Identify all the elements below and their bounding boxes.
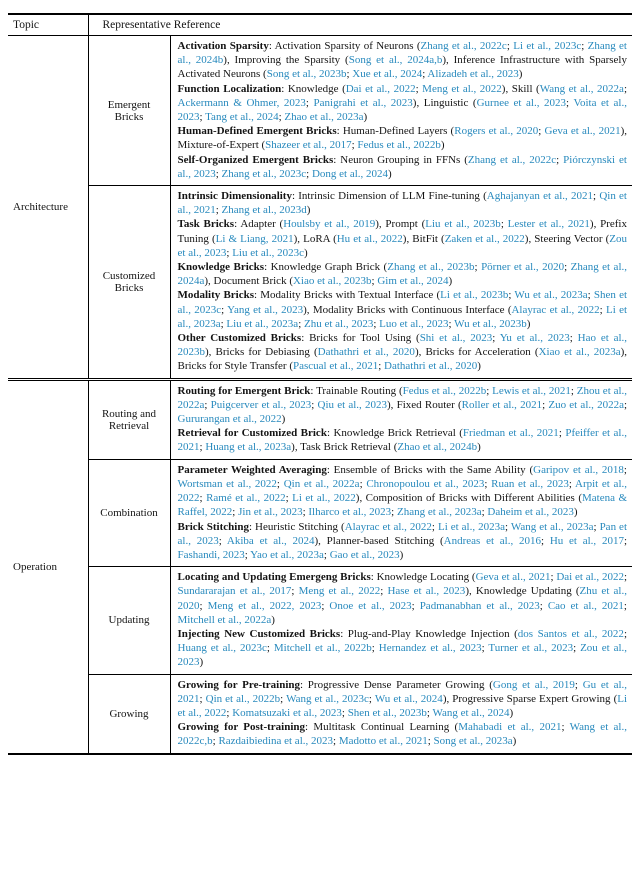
citation-link[interactable]: Akiba et al., 2024	[226, 534, 315, 547]
topic-column-header: Topic	[8, 14, 88, 36]
brick-category-label: Intrinsic Dimensionality	[177, 190, 292, 203]
citation-link[interactable]: Ramé et al., 2022	[206, 492, 286, 505]
citation-link[interactable]: Luo et al., 2023	[379, 317, 449, 330]
citation-link[interactable]: Zhu et al., 2020	[177, 585, 627, 612]
citation-link[interactable]: Dai et al., 2022	[345, 82, 416, 95]
citation-link[interactable]: Alayrac et al., 2022	[344, 520, 432, 533]
citation-link[interactable]: Song et al., 2023a	[433, 735, 513, 748]
citation-link[interactable]: Zhang et al., 2023b	[387, 261, 475, 274]
table-row	[8, 459, 632, 566]
citation-link[interactable]: Meng et al., 2022	[298, 585, 381, 598]
citation-link[interactable]: Zhang et al., 2022c	[420, 40, 507, 52]
citation-link[interactable]: Meng et al., 2022, 2023	[207, 599, 322, 612]
citation-link[interactable]: Geva et al., 2021	[475, 571, 551, 584]
citation-link[interactable]: Ruan et al., 2023	[491, 477, 569, 490]
citation-link[interactable]: Mitchell et al., 2022a	[177, 613, 272, 626]
citation-link[interactable]: Matena & Raffel, 2022	[177, 492, 628, 519]
reference-item: Parameter Weighted Averaging: Ensemble of Bricks with the Same Ability (Garipov et al., 2018; Wortsman et al., 2022; Qin et al., 2022a; Chronopoulou et al., 2023; Ruan et al., 2023; Arpit et al., 2022; Ramé et al., 2022; Li et al., 2022), Composition of Bricks with Different Abilities (Matena & Raffel, 2022; Jin et al., 2023; Ilharco et al., 2023; Zhang et al., 2023a; Daheim et al., 2023)	[177, 463, 628, 519]
citation-link[interactable]: Zhang et al., 2022c	[467, 153, 557, 166]
brick-category-label: Injecting New Customized Bricks	[177, 627, 341, 640]
citation-link[interactable]: Huang et al., 2023a	[205, 441, 292, 454]
brick-category-label: Activation Sparsity	[177, 40, 269, 52]
citation-link[interactable]: Houlsby et al., 2019	[283, 218, 376, 231]
brick-category-label: Knowledge Bricks	[177, 261, 265, 274]
citation-link[interactable]: Dathathri et al., 2020	[384, 360, 478, 373]
citation-link[interactable]: Piórczynski et al., 2023	[177, 153, 627, 180]
citation-link[interactable]: Wu et al., 2023a	[514, 289, 588, 302]
citation-link[interactable]: Lester et al., 2021	[507, 218, 590, 231]
topic-cell: Operation	[8, 379, 88, 753]
citation-link[interactable]: Gururangan et al., 2022	[177, 413, 282, 426]
citation-link[interactable]: Panigrahi et al., 2023	[313, 96, 413, 109]
citation-link[interactable]: Li & Liang, 2021	[215, 232, 294, 245]
citation-link[interactable]: Hase et al., 2023	[387, 585, 466, 598]
reference-cell	[170, 674, 632, 754]
citation-link[interactable]: Ackermann & Ohmer, 2023	[177, 96, 306, 109]
citation-link[interactable]: Qin et al., 2021	[177, 190, 627, 217]
citation-link[interactable]: Wang et al., 2024	[432, 706, 510, 719]
citation-link[interactable]: Fedus et al., 2022b	[357, 139, 441, 152]
citation-link[interactable]: Li et al., 2022	[177, 692, 628, 719]
reference-item: Routing for Emergent Brick: Trainable Routing (Fedus et al., 2022b; Lewis et al., 2021; Zhou et al., 2022a; Puigcerver et al., 2023; Qiu et al., 2023), Fixed Router (Roller et al., 2021; Zuo et al., 2022a; Gururangan et al., 2022)	[177, 384, 628, 426]
citation-link[interactable]: Song et al., 2024a,b	[348, 54, 443, 67]
reference-item: Human-Defined Emergent Bricks: Human-Defined Layers (Rogers et al., 2020; Geva et al., 2021), Mixture-of-Expert (Shazeer et al., 2017; Fedus et al., 2022b)	[177, 125, 628, 152]
citation-link[interactable]: Mitchell et al., 2022b	[273, 642, 372, 655]
subtopic-cell: Routing and Retrieval	[88, 379, 170, 459]
reference-item: Intrinsic Dimensionality: Intrinsic Dimension of LLM Fine-tuning (Aghajanyan et al., 2021; Qin et al., 2021; Zhang et al., 2023d)	[177, 190, 627, 217]
citation-link[interactable]: Liu et al., 2023b	[425, 218, 501, 231]
citation-link[interactable]: Zhang et al., 2024b	[177, 40, 627, 67]
citation-link[interactable]: Sundararajan et al., 2017	[177, 585, 292, 598]
citation-link[interactable]: Aghajanyan et al., 2021	[486, 190, 594, 203]
citation-link[interactable]: Arpit et al., 2022	[177, 477, 627, 505]
citation-link[interactable]: Hernandez et al., 2023	[378, 642, 482, 655]
citation-link[interactable]: Wu et al., 2023b	[454, 317, 527, 330]
topic-cell: Architecture	[8, 36, 88, 380]
citation-link[interactable]: Liu et al., 2023c	[232, 246, 304, 259]
citation-link[interactable]: Li et al., 2023c	[513, 40, 582, 52]
reference-cell	[170, 186, 632, 380]
citation-link[interactable]: Geva et al., 2021	[544, 125, 621, 138]
citation-link[interactable]: Puigcerver et al., 2023	[210, 398, 312, 411]
citation-link[interactable]: Wang et al., 2022c,b	[177, 721, 627, 748]
reference-item: Growing for Pre-training: Progressive Dense Parameter Growing (Gong et al., 2019; Gu et al., 2021; Qin et al., 2022b; Wang et al., 2023c; Wu et al., 2024), Progressive Sparse Expert Growing (Li et al., 2022; Komatsuzaki et al., 2023; Shen et al., 2023b; Wang et al., 2024)	[177, 678, 628, 719]
citation-link[interactable]: Li et al., 2022	[292, 492, 356, 505]
citation-link[interactable]: Meng et al., 2022	[422, 82, 502, 95]
citation-link[interactable]: Yu et al., 2023	[499, 332, 570, 345]
citation-link[interactable]: Zou et al., 2023	[177, 232, 627, 259]
reference-item: Function Localization: Knowledge (Dai et al., 2022; Meng et al., 2022), Skill (Wang et al., 2022a; Ackermann & Ohmer, 2023; Panigrahi et al., 2023), Linguistic (Gurnee et al., 2023; Voita et al., 2023; Tang et al., 2024; Zhao et al., 2023a)	[177, 82, 627, 124]
reference-cell	[170, 459, 632, 566]
citation-link[interactable]: Dai et al., 2022	[556, 571, 624, 584]
citation-link[interactable]: Qiu et al., 2023	[317, 398, 387, 411]
citation-link[interactable]: Lewis et al., 2021	[492, 384, 571, 397]
reference-item: Self-Organized Emergent Bricks: Neuron Grouping in FFNs (Zhang et al., 2022c; Piórczynski et al., 2023; Zhang et al., 2023c; Dong et al., 2024)	[177, 153, 627, 180]
brick-category-label: Locating and Updating Emergeng Bricks	[177, 571, 371, 584]
citation-link[interactable]: Zhang et al., 2023c	[221, 167, 307, 180]
reference-item: Injecting New Customized Bricks: Plug-and-Play Knowledge Injection (dos Santos et al., 2022; Huang et al., 2023c; Mitchell et al., 2022b; Hernandez et al., 2023; Turner et al., 2023; Zou et al., 2023)	[177, 627, 628, 669]
citation-link[interactable]: Komatsuzaki et al., 2023	[232, 706, 342, 719]
citation-link[interactable]: Turner et al., 2023	[488, 642, 574, 655]
brick-category-label: Modality Bricks	[177, 289, 255, 302]
citation-link[interactable]: Alayrac et al., 2022	[511, 303, 600, 316]
brick-category-label: Other Customized Bricks	[177, 332, 302, 345]
citation-link[interactable]: Zou et al., 2023	[177, 642, 628, 669]
brick-category-label: Self-Organized Emergent Bricks	[177, 153, 334, 166]
subtopic-cell: Customized Bricks	[88, 186, 170, 380]
table-header	[8, 14, 632, 36]
reference-item: Activation Sparsity: Activation Sparsity of Neurons (Zhang et al., 2022c; Li et al., 2023c; Zhang et al., 2024b), Improving the Sparsity (Song et al., 2024a,b), Inference Infrastructure with Sparsely Activated Neurons (Song et al., 2023b; Xue et al., 2024; Alizadeh et al., 2023)	[177, 40, 627, 81]
brick-category-label: Task Bricks	[177, 218, 235, 231]
subtopic-cell: Updating	[88, 567, 170, 674]
citation-link[interactable]: Wang et al., 2022a	[539, 82, 624, 95]
reference-item: Modality Bricks: Modality Bricks with Textual Interface (Li et al., 2023b; Wu et al., 2023a; Shen et al., 2023c; Yang et al., 2023), Modality Bricks with Continuous Interface (Alayrac et al., 2022; Li et al., 2023a; Liu et al., 2023a; Zhu et al., 2023; Luo et al., 2023; Wu et al., 2023b)	[177, 289, 628, 330]
citation-link[interactable]: Zhang et al., 2023d	[221, 204, 307, 217]
citation-link[interactable]: Pörner et al., 2020	[481, 261, 565, 274]
citation-link[interactable]: Fedus et al., 2022b	[402, 384, 487, 397]
brick-category-label: Growing for Pre-training	[177, 678, 301, 691]
citation-link[interactable]: Mahabadi et al., 2021	[458, 721, 562, 734]
citation-link[interactable]: Liu et al., 2023a	[226, 317, 299, 330]
brick-category-label: Function Localization	[177, 82, 282, 95]
citation-link[interactable]: Zuo et al., 2022a	[548, 398, 624, 411]
citation-link[interactable]: Hu et al., 2017	[549, 534, 624, 547]
citation-link[interactable]: Dathathri et al., 2020	[317, 346, 415, 359]
brick-category-label: Brick Stitching	[177, 520, 249, 533]
representative-reference-table	[8, 13, 632, 755]
reference-cell	[170, 567, 632, 674]
citation-link[interactable]: Wang et al., 2023c	[286, 692, 369, 705]
citation-link[interactable]: Shen et al., 2023c	[177, 289, 628, 316]
citation-link[interactable]: Razdaibiedina et al., 2023	[218, 735, 333, 748]
citation-link[interactable]: Shi et al., 2023	[419, 332, 493, 345]
citation-link[interactable]: Daheim et al., 2023	[487, 506, 574, 519]
citation-link[interactable]: Roller et al., 2021	[461, 398, 543, 411]
brick-category-label: Retrieval for Customized Brick	[177, 427, 327, 440]
citation-link[interactable]: Gurnee et al., 2023	[476, 96, 567, 109]
citation-link[interactable]: Song et al., 2023b	[266, 68, 347, 81]
citation-link[interactable]: Wu et al., 2024	[374, 692, 443, 705]
table-row	[8, 36, 632, 186]
subtopic-cell: Combination	[88, 459, 170, 566]
citation-link[interactable]: Garipov et al., 2018	[533, 463, 624, 476]
citation-link[interactable]: Friedman et al., 2021	[462, 427, 559, 440]
citation-link[interactable]: Gu et al., 2021	[177, 678, 628, 705]
citation-link[interactable]: Yao et al., 2023a	[250, 548, 324, 561]
citation-link[interactable]: Dong et al., 2024	[311, 167, 389, 180]
citation-link[interactable]: Zaken et al., 2022	[444, 232, 525, 245]
citation-link[interactable]: Qin et al., 2022b	[205, 692, 281, 705]
citation-link[interactable]: Gim et al., 2024	[377, 275, 449, 288]
citation-link[interactable]: Andreas et al., 2016	[443, 534, 541, 547]
citation-link[interactable]: Wang et al., 2023a	[510, 520, 594, 533]
citation-link[interactable]: Li et al., 2023a	[177, 303, 628, 330]
citation-link[interactable]: Li et al., 2023a	[437, 520, 505, 533]
citation-link[interactable]: Pfeiffer et al., 2021	[177, 427, 627, 454]
citation-link[interactable]: Xiao et al., 2023b	[292, 275, 372, 288]
citation-link[interactable]: Wortsman et al., 2022	[177, 477, 277, 490]
table-row	[8, 567, 632, 674]
citation-link[interactable]: Xue et al., 2024	[352, 68, 423, 81]
citation-link[interactable]: Alizadeh et al., 2023	[427, 68, 519, 81]
citation-link[interactable]: Voita et al., 2023	[177, 96, 627, 124]
citation-link[interactable]: Zhao et al., 2024b	[397, 441, 478, 454]
subtopic-cell: Emergent Bricks	[88, 36, 170, 186]
citation-link[interactable]: Qin et al., 2022a	[283, 477, 360, 490]
citation-link[interactable]: Zhu et al., 2023	[304, 317, 374, 330]
citation-link[interactable]: Zhao et al., 2023a	[284, 111, 364, 124]
reference-item: Other Customized Bricks: Bricks for Tool Using (Shi et al., 2023; Yu et al., 2023; Hao et al., 2023b), Bricks for Debiasing (Dathathri et al., 2020), Bricks for Acceleration (Xiao et al., 2023a), Bricks for Style Transfer (Pascual et al., 2021; Dathathri et al., 2020)	[177, 332, 628, 373]
citation-link[interactable]: Zhang et al., 2024a	[177, 261, 627, 288]
citation-link[interactable]: Huang et al., 2023c	[177, 642, 267, 655]
citation-link[interactable]: Shen et al., 2023b	[347, 706, 427, 719]
citation-link[interactable]: Rogers et al., 2020	[454, 125, 539, 138]
table-row	[8, 674, 632, 754]
citation-link[interactable]: Pan et al., 2023	[177, 520, 627, 547]
citation-link[interactable]: Chronopoulou et al., 2023	[366, 477, 485, 490]
brick-category-label: Parameter Weighted Averaging	[177, 463, 327, 476]
reference-item: Retrieval for Customized Brick: Knowledge Brick Retrieval (Friedman et al., 2021; Pfeiffer et al., 2021; Huang et al., 2023a), Task Brick Retrieval (Zhao et al., 2024b)	[177, 427, 627, 454]
citation-link[interactable]: Onoe et al., 2023	[329, 599, 412, 612]
citation-link[interactable]: Hu et al., 2022	[336, 232, 403, 245]
reference-item: Locating and Updating Emergeng Bricks: Knowledge Locating (Geva et al., 2021; Dai et al., 2022; Sundararajan et al., 2017; Meng et al., 2022; Hase et al., 2023), Knowledge Updating (Zhu et al., 2020; Meng et al., 2022, 2023; Onoe et al., 2023; Padmanabhan et al., 2023; Cao et al., 2021; Mitchell et al., 2022a)	[177, 571, 628, 626]
brick-category-label: Human-Defined Emergent Bricks	[177, 125, 337, 138]
citation-link[interactable]: dos Santos et al., 2022	[517, 627, 624, 640]
citation-link[interactable]: Yang et al., 2023	[227, 303, 304, 316]
citation-link[interactable]: Pascual et al., 2021	[293, 360, 379, 373]
table-row	[8, 379, 632, 459]
citation-link[interactable]: Shazeer et al., 2017	[265, 139, 352, 152]
citation-link[interactable]: Jin et al., 2023	[238, 506, 303, 519]
reference-cell	[170, 379, 632, 459]
header-row	[8, 14, 632, 36]
citation-link[interactable]: Xiao et al., 2023a	[538, 346, 621, 359]
brick-category-label: Routing for Emergent Brick	[177, 384, 311, 397]
table-body	[8, 36, 632, 754]
citation-link[interactable]: Tang et al., 2024	[205, 111, 279, 124]
citation-link[interactable]: Hao et al., 2023b	[177, 332, 628, 359]
citation-link[interactable]: Fashandi, 2023	[177, 548, 245, 561]
citation-link[interactable]: Padmanabhan et al., 2023	[419, 599, 540, 612]
table-row	[8, 186, 632, 380]
citation-link[interactable]: Cao et al., 2021	[547, 599, 624, 612]
reference-item: Knowledge Bricks: Knowledge Graph Brick (Zhang et al., 2023b; Pörner et al., 2020; Zhang et al., 2024a), Document Brick (Xiao et al., 2023b; Gim et al., 2024)	[177, 261, 627, 288]
reference-item: Growing for Post-training: Multitask Continual Learning (Mahabadi et al., 2021; Wang et al., 2022c,b; Razdaibiedina et al., 2023; Madotto et al., 2021; Song et al., 2023a)	[177, 721, 627, 748]
citation-link[interactable]: Madotto et al., 2021	[338, 735, 428, 748]
citation-link[interactable]: Ilharco et al., 2023	[308, 506, 392, 519]
citation-link[interactable]: Zhang et al., 2023a	[396, 506, 482, 519]
brick-category-label: Growing for Post-training	[177, 721, 306, 734]
reference-item: Brick Stitching: Heuristic Stitching (Alayrac et al., 2022; Li et al., 2023a; Wang et al., 2023a; Pan et al., 2023; Akiba et al., 2024), Planner-based Stitching (Andreas et al., 2016; Hu et al., 2017; Fashandi, 2023; Yao et al., 2023a; Gao et al., 2023)	[177, 520, 628, 561]
citation-link[interactable]: Gao et al., 2023	[329, 548, 400, 561]
citation-link[interactable]: Zhou et al., 2022a	[177, 384, 628, 411]
reference-column-header: Representative Reference	[88, 14, 632, 36]
subtopic-cell: Growing	[88, 674, 170, 754]
reference-item: Task Bricks: Adapter (Houlsby et al., 2019), Prompt (Liu et al., 2023b; Lester et al., 2021), Prefix Tuning (Li & Liang, 2021), LoRA (Hu et al., 2022), BitFit (Zaken et al., 2022), Steering Vector (Zou et al., 2023; Liu et al., 2023c)	[177, 218, 627, 259]
reference-cell	[170, 36, 632, 186]
citation-link[interactable]: Li et al., 2023b	[440, 289, 509, 302]
citation-link[interactable]: Gong et al., 2019	[492, 678, 575, 691]
